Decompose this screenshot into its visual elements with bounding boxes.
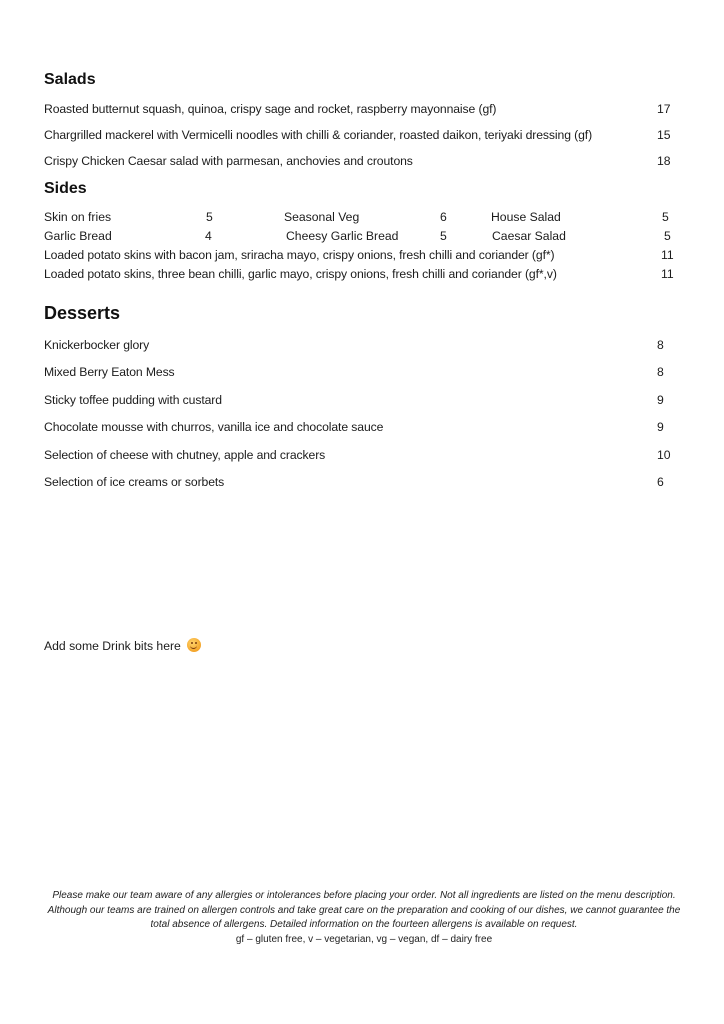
menu-item-price: 17 (657, 102, 671, 116)
menu-item-price: 6 (657, 475, 664, 489)
menu-item-name: Roasted butternut squash, quinoa, crispy sage and rocket, raspberry mayonnaise (gf) (44, 102, 497, 116)
side-item-price: 5 (440, 229, 447, 243)
drinks-note-text: Add some Drink bits here (44, 639, 181, 653)
side-item-name: Cheesy Garlic Bread (286, 229, 399, 243)
side-item-name: Seasonal Veg (284, 210, 360, 224)
side-item-price: 5 (664, 229, 671, 243)
menu-item-name: Chargrilled mackerel with Vermicelli noodles with chilli & coriander, roasted daikon, teriyaki dressing (gf) (44, 128, 593, 142)
dietary-legend: gf – gluten free, v – vegetarian, vg – vegan, df – dairy free (235, 933, 493, 945)
menu-item-price: 18 (657, 154, 671, 168)
menu-item-name: Chocolate mousse with churros, vanilla ice and chocolate sauce (44, 420, 384, 434)
menu-item-name: Knickerbocker glory (44, 338, 150, 352)
menu-item-name: Loaded potato skins, three bean chilli, garlic mayo, crispy onions, fresh chilli and coriander (gf*,v) (44, 267, 557, 281)
menu-item-price: 11 (661, 248, 674, 262)
menu-item-price: 8 (657, 365, 664, 379)
section-heading-sides: Sides (44, 180, 87, 197)
menu-item-name: Selection of ice creams or sorbets (44, 475, 225, 489)
menu-item-price: 8 (657, 338, 664, 352)
menu-item-price: 9 (657, 420, 664, 434)
menu-item-name: Selection of cheese with chutney, apple and crackers (44, 448, 326, 462)
side-item-price: 5 (206, 210, 213, 224)
menu-item-price: 9 (657, 393, 664, 407)
menu-item-name: Loaded potato skins with bacon jam, sriracha mayo, crispy onions, fresh chilli and coriander (gf*) (44, 248, 555, 262)
menu-item-name: Mixed Berry Eaton Mess (44, 365, 175, 379)
allergen-footer (44, 889, 684, 947)
menu-item-price: 10 (657, 448, 671, 462)
side-item-name: House Salad (491, 210, 561, 224)
allergy-notice: Please make our team aware of any allergies or intolerances before placing your order. Not all ingredients are listed on the menu description. Although our teams are trained on allergen controls and take great care on the preparation and cooking of our dishes, we cannot guarantee the total absence of allergens. Detailed information on the fourteen allergens is available on request. (47, 890, 681, 930)
section-heading-salads: Salads (44, 71, 96, 88)
menu-item-price: 11 (661, 267, 674, 281)
drinks-placeholder (44, 639, 201, 653)
side-item-name: Garlic Bread (44, 229, 112, 243)
side-item-name: Skin on fries (44, 210, 112, 224)
smiling-face-icon (187, 638, 201, 652)
side-item-price: 6 (440, 210, 447, 224)
menu-item-name: Sticky toffee pudding with custard (44, 393, 222, 407)
side-item-price: 5 (662, 210, 669, 224)
section-heading-desserts: Desserts (44, 303, 121, 323)
menu-item-name: Crispy Chicken Caesar salad with parmesan, anchovies and croutons (44, 154, 413, 168)
side-item-name: Caesar Salad (492, 229, 566, 243)
menu-item-price: 15 (657, 128, 671, 142)
side-item-price: 4 (205, 229, 212, 243)
